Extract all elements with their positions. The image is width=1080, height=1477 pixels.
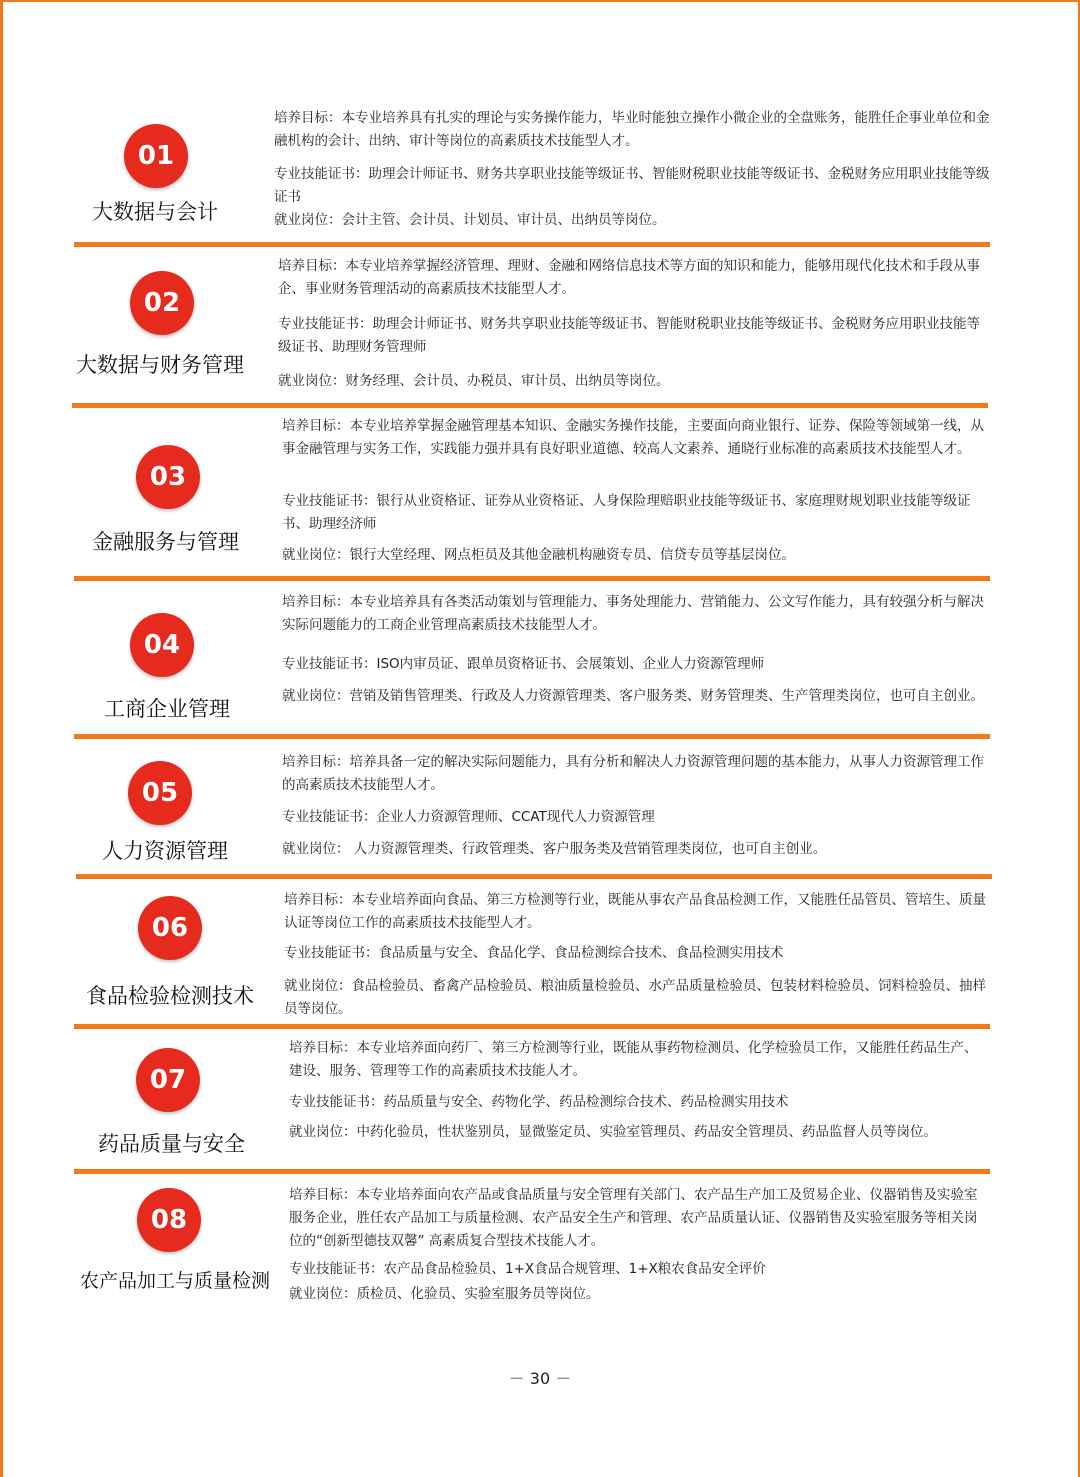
number-badge: 01 xyxy=(124,124,188,188)
page-border-left xyxy=(0,0,3,1477)
major-name: 金融服务与管理 xyxy=(92,530,239,554)
job-positions: 就业岗位：食品检验员、畜禽产品检验员、粮油质量检验员、水产品质量检验员、包装材料检验员、饲料检验员、抽样员等岗位。 xyxy=(284,978,986,1017)
job-positions: 就业岗位：财务经理、会计员、办税员、审计员、出纳员等岗位。 xyxy=(278,373,670,389)
major-heading xyxy=(74,102,274,242)
major-heading xyxy=(74,1174,274,1314)
number-badge: 04 xyxy=(130,613,194,677)
training-goal: 培养目标：培养具备一定的解决实际问题能力，具有分析和解决人力资源管理问题的基本能力，从事人力资源管理工作的高素质技术技能型人才。 xyxy=(282,754,984,793)
major-heading xyxy=(72,247,272,403)
number-badge: 07 xyxy=(136,1048,200,1112)
skill-certificates: 专业技能证书：食品质量与安全、食品化学、食品检测综合技术、食品检测实用技术 xyxy=(284,945,784,961)
major-name: 人力资源管理 xyxy=(102,839,228,863)
skill-certificates: 专业技能证书：ISO内审员证、跟单员资格证书、会展策划、企业人力资源管理师 xyxy=(282,656,765,672)
job-positions: 就业岗位： 人力资源管理类、行政管理类、客户服务类及营销管理类岗位，也可自主创业。 xyxy=(282,841,827,857)
major-section-06 xyxy=(74,879,990,1029)
skill-certificates: 专业技能证书：药品质量与安全、药物化学、药品检测综合技术、药品检测实用技术 xyxy=(289,1094,789,1110)
skill-certificates: 专业技能证书：助理会计师证书、财务共享职业技能等级证书、智能财税职业技能等级证书、金税财务应用职业技能等级证书、助理财务管理师 xyxy=(278,316,980,355)
major-name: 工商企业管理 xyxy=(104,697,230,721)
number-badge: 06 xyxy=(138,896,202,960)
training-goal: 培养目标：本专业培养面向食品、第三方检测等行业，既能从事农产品食品检测工作，又能胜任品管员、管培生、质量认证等岗位工作的高素质技术技能型人才。 xyxy=(284,892,986,931)
major-heading xyxy=(74,408,274,576)
major-section-04 xyxy=(74,581,990,739)
major-name: 农产品加工与质量检测 xyxy=(80,1270,271,1292)
skill-certificates: 专业技能证书：助理会计师证书、财务共享职业技能等级证书、智能财税职业技能等级证书、金税财务应用职业技能等级证书 xyxy=(274,166,990,205)
skill-certificates: 专业技能证书：农产品食品检验员、1+X食品合规管理、1+X粮农食品安全评价 xyxy=(289,1261,766,1277)
major-section-01 xyxy=(74,102,990,247)
skill-certificates: 专业技能证书：企业人力资源管理师、CCAT现代人力资源管理 xyxy=(282,809,655,825)
major-section-03 xyxy=(74,408,990,581)
major-name: 药品质量与安全 xyxy=(98,1132,245,1156)
training-goal: 培养目标：本专业培养面向药厂、第三方检测等行业，既能从事药物检测员、化学检验员工作，又能胜任药品生产、建设、服务、管理等工作的高素质技术技能人才。 xyxy=(289,1040,978,1079)
major-name: 食品检验检测技术 xyxy=(86,984,254,1008)
major-section-02 xyxy=(72,247,988,408)
page-border-top xyxy=(0,0,1080,2)
number-badge: 03 xyxy=(136,445,200,509)
job-positions: 就业岗位：质检员、化验员、实验室服务员等岗位。 xyxy=(289,1286,600,1302)
major-heading xyxy=(74,1029,274,1169)
number-badge: 05 xyxy=(128,761,192,825)
job-positions: 就业岗位：会计主管、会计员、计划员、审计员、出纳员等岗位。 xyxy=(274,212,666,228)
major-heading xyxy=(74,879,274,1024)
major-section-07 xyxy=(74,1029,990,1174)
number-badge: 02 xyxy=(130,271,194,335)
number-badge: 08 xyxy=(137,1188,201,1252)
training-goal: 培养目标：本专业培养具有扎实的理论与实务操作能力，毕业时能独立操作小微企业的全盘账务，能胜任企事业单位和金融机构的会计、出纳、审计等岗位的高素质技术技能型人才。 xyxy=(274,110,990,149)
page-number: － 30 － xyxy=(508,1369,572,1388)
training-goal: 培养目标：本专业培养面向农产品或食品质量与安全管理有关部门、农产品生产加工及贸易企业、仪器销售及实验室服务企业，胜任农产品加工与质量检测、农产品安全生产和管理、农产品质量认证、仪器销售及实验室服务等相关岗位的“创新型德技双馨” 高素质复合型技术技能人才。 xyxy=(289,1187,978,1249)
job-positions: 就业岗位：中药化验员，性状鉴别员，显微鉴定员、实验室管理员、药品安全管理员、药品监督人员等岗位。 xyxy=(289,1124,937,1140)
major-name: 大数据与会计 xyxy=(92,200,218,224)
major-heading xyxy=(74,581,274,734)
training-goal: 培养目标：本专业培养具有各类活动策划与管理能力、事务处理能力、营销能力、公文写作能力，具有较强分析与解决实际问题能力的工商企业管理高素质技术技能型人才。 xyxy=(282,594,984,633)
job-positions: 就业岗位：营销及销售管理类、行政及人力资源管理类、客户服务类、财务管理类、生产管理类岗位，也可自主创业。 xyxy=(282,688,984,704)
training-goal: 培养目标：本专业培养掌握金融管理基本知识、金融实务操作技能，主要面向商业银行、证券、保险等领域第一线，从事金融管理与实务工作，实践能力强并具有良好职业道德、较高人文素养、通晓行业标准的高素质技术技能型人才。 xyxy=(282,418,984,457)
major-section-05 xyxy=(76,739,992,879)
major-name: 大数据与财务管理 xyxy=(76,353,244,377)
training-goal: 培养目标：本专业培养掌握经济管理、理财、金融和网络信息技术等方面的知识和能力，能够用现代化技术和手段从事企、事业财务管理活动的高素质技术技能型人才。 xyxy=(278,258,980,297)
major-section-08 xyxy=(74,1174,990,1314)
job-positions: 就业岗位：银行大堂经理、网点柜员及其他金融机构融资专员、信贷专员等基层岗位。 xyxy=(282,547,795,563)
skill-certificates: 专业技能证书：银行从业资格证、证券从业资格证、人身保险理赔职业技能等级证书、家庭理财规划职业技能等级证书、助理经济师 xyxy=(282,493,971,532)
major-heading xyxy=(76,739,276,874)
